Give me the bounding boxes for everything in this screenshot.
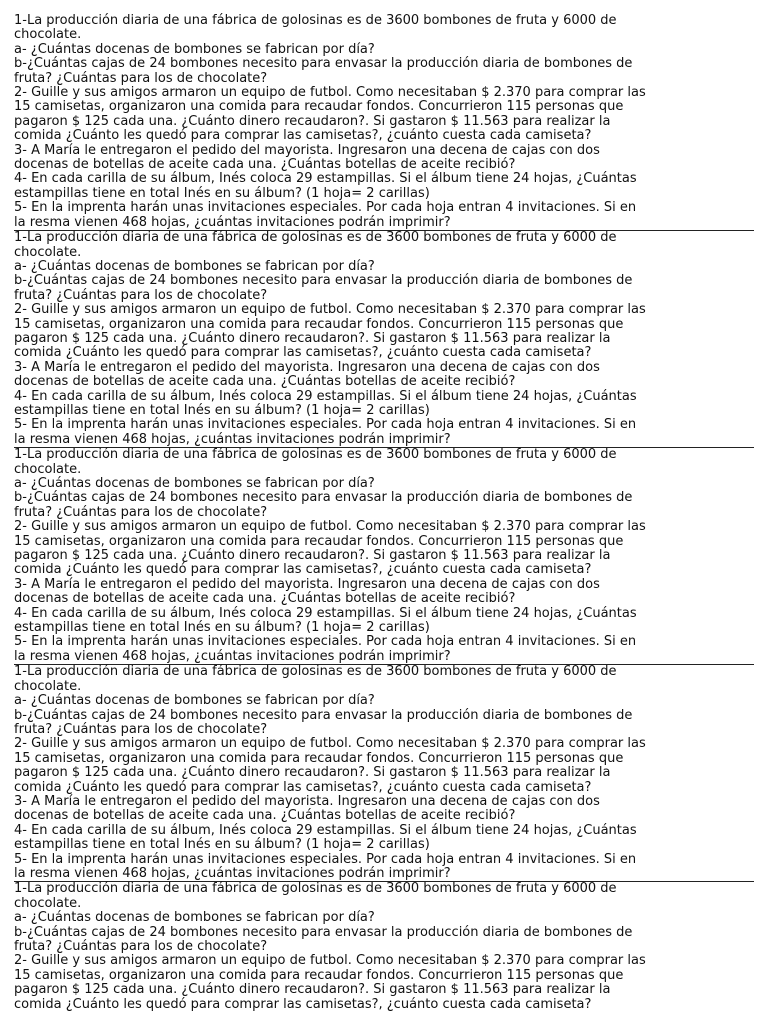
text-line: b-¿Cuántas cajas de 24 bombones necesito para envasar la producción diaria de bombones de <box>14 924 633 940</box>
text-line: fruta? ¿Cuántas para los de chocolate? <box>14 939 268 954</box>
text-line: chocolate. <box>14 27 82 43</box>
text-line: chocolate. <box>14 244 82 260</box>
text-line: 3- A María le entregaron el pedido del mayorista. Ingresaron una decena de cajas con dos <box>14 359 600 375</box>
text-line: chocolate. <box>14 895 82 911</box>
text-line: a- ¿Cuántas docenas de bombones se fabrican por día? <box>14 693 375 709</box>
text-line: estampillas tiene en total Inés en su álbum? (1 hoja= 2 carillas) <box>14 620 430 636</box>
text-line: pagaron $ 125 cada una. ¿Cuánto dinero recaudaron?. Si gastaron $ 11.563 para realizar la <box>14 982 611 998</box>
text-line: 1-La producción diaria de una fábrica de golosinas es de 3600 bombones de fruta y 6000 de <box>14 13 617 28</box>
text-line: fruta? ¿Cuántas para los de chocolate? <box>14 504 268 520</box>
text-line: 4- En cada carilla de su álbum, Inés coloca 29 estampillas. Si el álbum tiene 24 hojas, ¿Cuántas <box>14 822 637 838</box>
text-line: docenas de botellas de aceite cada una. ¿Cuántas botellas de aceite recibió? <box>14 591 516 607</box>
text-line: 4- En cada carilla de su álbum, Inés coloca 29 estampillas. Si el álbum tiene 24 hojas, ¿Cuántas <box>14 388 637 404</box>
exercise-block-2 <box>14 230 754 447</box>
text-line: estampillas tiene en total Inés en su álbum? (1 hoja= 2 carillas) <box>14 185 430 201</box>
text-line: comida ¿Cuánto les quedó para comprar las camisetas?, ¿cuánto cuesta cada camiseta? <box>14 996 592 1012</box>
text-line: comida ¿Cuánto les quedó para comprar las camisetas?, ¿cuánto cuesta cada camiseta? <box>14 779 592 795</box>
text-line: 15 camisetas, organizaron una comida para recaudar fondos. Concurrieron 115 personas que <box>14 967 624 983</box>
text-line: a- ¿Cuántas docenas de bombones se fabrican por día? <box>14 476 375 491</box>
text-line: a- ¿Cuántas docenas de bombones se fabrican por día? <box>14 258 375 274</box>
text-line: b-¿Cuántas cajas de 24 bombones necesito para envasar la producción diaria de bombones de <box>14 707 633 723</box>
text-line: 15 camisetas, organizaron una comida para recaudar fondos. Concurrieron 115 personas que <box>14 533 624 549</box>
text-line: comida ¿Cuánto les quedó para comprar las camisetas?, ¿cuánto cuesta cada camiseta? <box>14 345 592 361</box>
text-line: estampillas tiene en total Inés en su álbum? (1 hoja= 2 carillas) <box>14 837 430 853</box>
text-line: 4- En cada carilla de su álbum, Inés coloca 29 estampillas. Si el álbum tiene 24 hojas, ¿Cuántas <box>14 605 637 621</box>
text-line: b-¿Cuántas cajas de 24 bombones necesito para envasar la producción diaria de bombones de <box>14 56 633 72</box>
text-line: pagaron $ 125 cada una. ¿Cuánto dinero recaudaron?. Si gastaron $ 11.563 para realizar la <box>14 765 611 781</box>
text-line: la resma vienen 468 hojas, ¿cuántas invitaciones podrán imprimir? <box>14 865 451 881</box>
text-line: 2- Guille y sus amigos armaron un equipo de futbol. Como necesitaban $ 2.370 para comprar las <box>14 85 646 101</box>
text-line: la resma vienen 468 hojas, ¿cuántas invitaciones podrán imprimir? <box>14 214 451 230</box>
exercise-block-5 <box>14 881 754 1012</box>
text-line: la resma vienen 468 hojas, ¿cuántas invitaciones podrán imprimir? <box>14 648 451 664</box>
text-line: chocolate. <box>14 678 82 694</box>
text-line: fruta? ¿Cuántas para los de chocolate? <box>14 721 268 737</box>
text-line: 5- En la imprenta harán unas invitaciones especiales. Por cada hoja entran 4 invitaciones. Si en <box>14 417 637 433</box>
text-line: 5- En la imprenta harán unas invitaciones especiales. Por cada hoja entran 4 invitaciones. Si en <box>14 851 637 867</box>
text-line: a- ¿Cuántas docenas de bombones se fabrican por día? <box>14 910 375 926</box>
text-line: 1-La producción diaria de una fábrica de golosinas es de 3600 bombones de fruta y 6000 de <box>14 664 617 680</box>
text-line: 2- Guille y sus amigos armaron un equipo de futbol. Como necesitaban $ 2.370 para comprar las <box>14 519 646 535</box>
text-line: b-¿Cuántas cajas de 24 bombones necesito para envasar la producción diaria de bombones de <box>14 490 633 506</box>
text-line: chocolate. <box>14 461 82 477</box>
text-line: 3- A María le entregaron el pedido del mayorista. Ingresaron una decena de cajas con dos <box>14 793 600 809</box>
text-line: 3- A María le entregaron el pedido del mayorista. Ingresaron una decena de cajas con dos <box>14 576 600 592</box>
text-line: pagaron $ 125 cada una. ¿Cuánto dinero recaudaron?. Si gastaron $ 11.563 para realizar la <box>14 330 611 346</box>
exercise-block-3 <box>14 447 754 664</box>
text-line: 15 camisetas, organizaron una comida para recaudar fondos. Concurrieron 115 personas que <box>14 99 624 115</box>
exercise-block-1 <box>14 14 754 230</box>
text-line: docenas de botellas de aceite cada una. ¿Cuántas botellas de aceite recibió? <box>14 808 516 824</box>
text-line: estampillas tiene en total Inés en su álbum? (1 hoja= 2 carillas) <box>14 402 430 418</box>
text-line: 15 camisetas, organizaron una comida para recaudar fondos. Concurrieron 115 personas que <box>14 316 624 332</box>
text-line: 1-La producción diaria de una fábrica de golosinas es de 3600 bombones de fruta y 6000 de <box>14 881 617 897</box>
text-line: 15 camisetas, organizaron una comida para recaudar fondos. Concurrieron 115 personas que <box>14 750 624 766</box>
text-line: pagaron $ 125 cada una. ¿Cuánto dinero recaudaron?. Si gastaron $ 11.563 para realizar la <box>14 548 611 564</box>
text-line: fruta? ¿Cuántas para los de chocolate? <box>14 287 268 303</box>
text-line: 2- Guille y sus amigos armaron un equipo de futbol. Como necesitaban $ 2.370 para comprar las <box>14 736 646 752</box>
text-line: 3- A María le entregaron el pedido del mayorista. Ingresaron una decena de cajas con dos <box>14 142 600 158</box>
text-line: 4- En cada carilla de su álbum, Inés coloca 29 estampillas. Si el álbum tiene 24 hojas, ¿Cuántas <box>14 171 637 187</box>
text-line: 5- En la imprenta harán unas invitaciones especiales. Por cada hoja entran 4 invitaciones. Si en <box>14 200 637 216</box>
text-line: 2- Guille y sus amigos armaron un equipo de futbol. Como necesitaban $ 2.370 para comprar las <box>14 953 646 969</box>
text-line: la resma vienen 468 hojas, ¿cuántas invitaciones podrán imprimir? <box>14 431 451 447</box>
text-line: 5- En la imprenta harán unas invitaciones especiales. Por cada hoja entran 4 invitaciones. Si en <box>14 634 637 650</box>
exercise-block-4 <box>14 664 754 881</box>
text-line: a- ¿Cuántas docenas de bombones se fabrican por día? <box>14 41 375 57</box>
text-line: b-¿Cuántas cajas de 24 bombones necesito para envasar la producción diaria de bombones de <box>14 273 633 289</box>
text-line: 1-La producción diaria de una fábrica de golosinas es de 3600 bombones de fruta y 6000 de <box>14 447 617 463</box>
text-line: comida ¿Cuánto les quedó para comprar las camisetas?, ¿cuánto cuesta cada camiseta? <box>14 562 592 578</box>
text-line: docenas de botellas de aceite cada una. ¿Cuántas botellas de aceite recibió? <box>14 374 516 390</box>
text-line: fruta? ¿Cuántas para los de chocolate? <box>14 70 268 86</box>
text-line: comida ¿Cuánto les quedó para comprar las camisetas?, ¿cuánto cuesta cada camiseta? <box>14 128 592 144</box>
text-line: pagaron $ 125 cada una. ¿Cuánto dinero recaudaron?. Si gastaron $ 11.563 para realizar la <box>14 113 611 129</box>
text-line: 1-La producción diaria de una fábrica de golosinas es de 3600 bombones de fruta y 6000 de <box>14 230 617 246</box>
text-line: 2- Guille y sus amigos armaron un equipo de futbol. Como necesitaban $ 2.370 para comprar las <box>14 302 646 318</box>
text-line: docenas de botellas de aceite cada una. ¿Cuántas botellas de aceite recibió? <box>14 157 516 173</box>
